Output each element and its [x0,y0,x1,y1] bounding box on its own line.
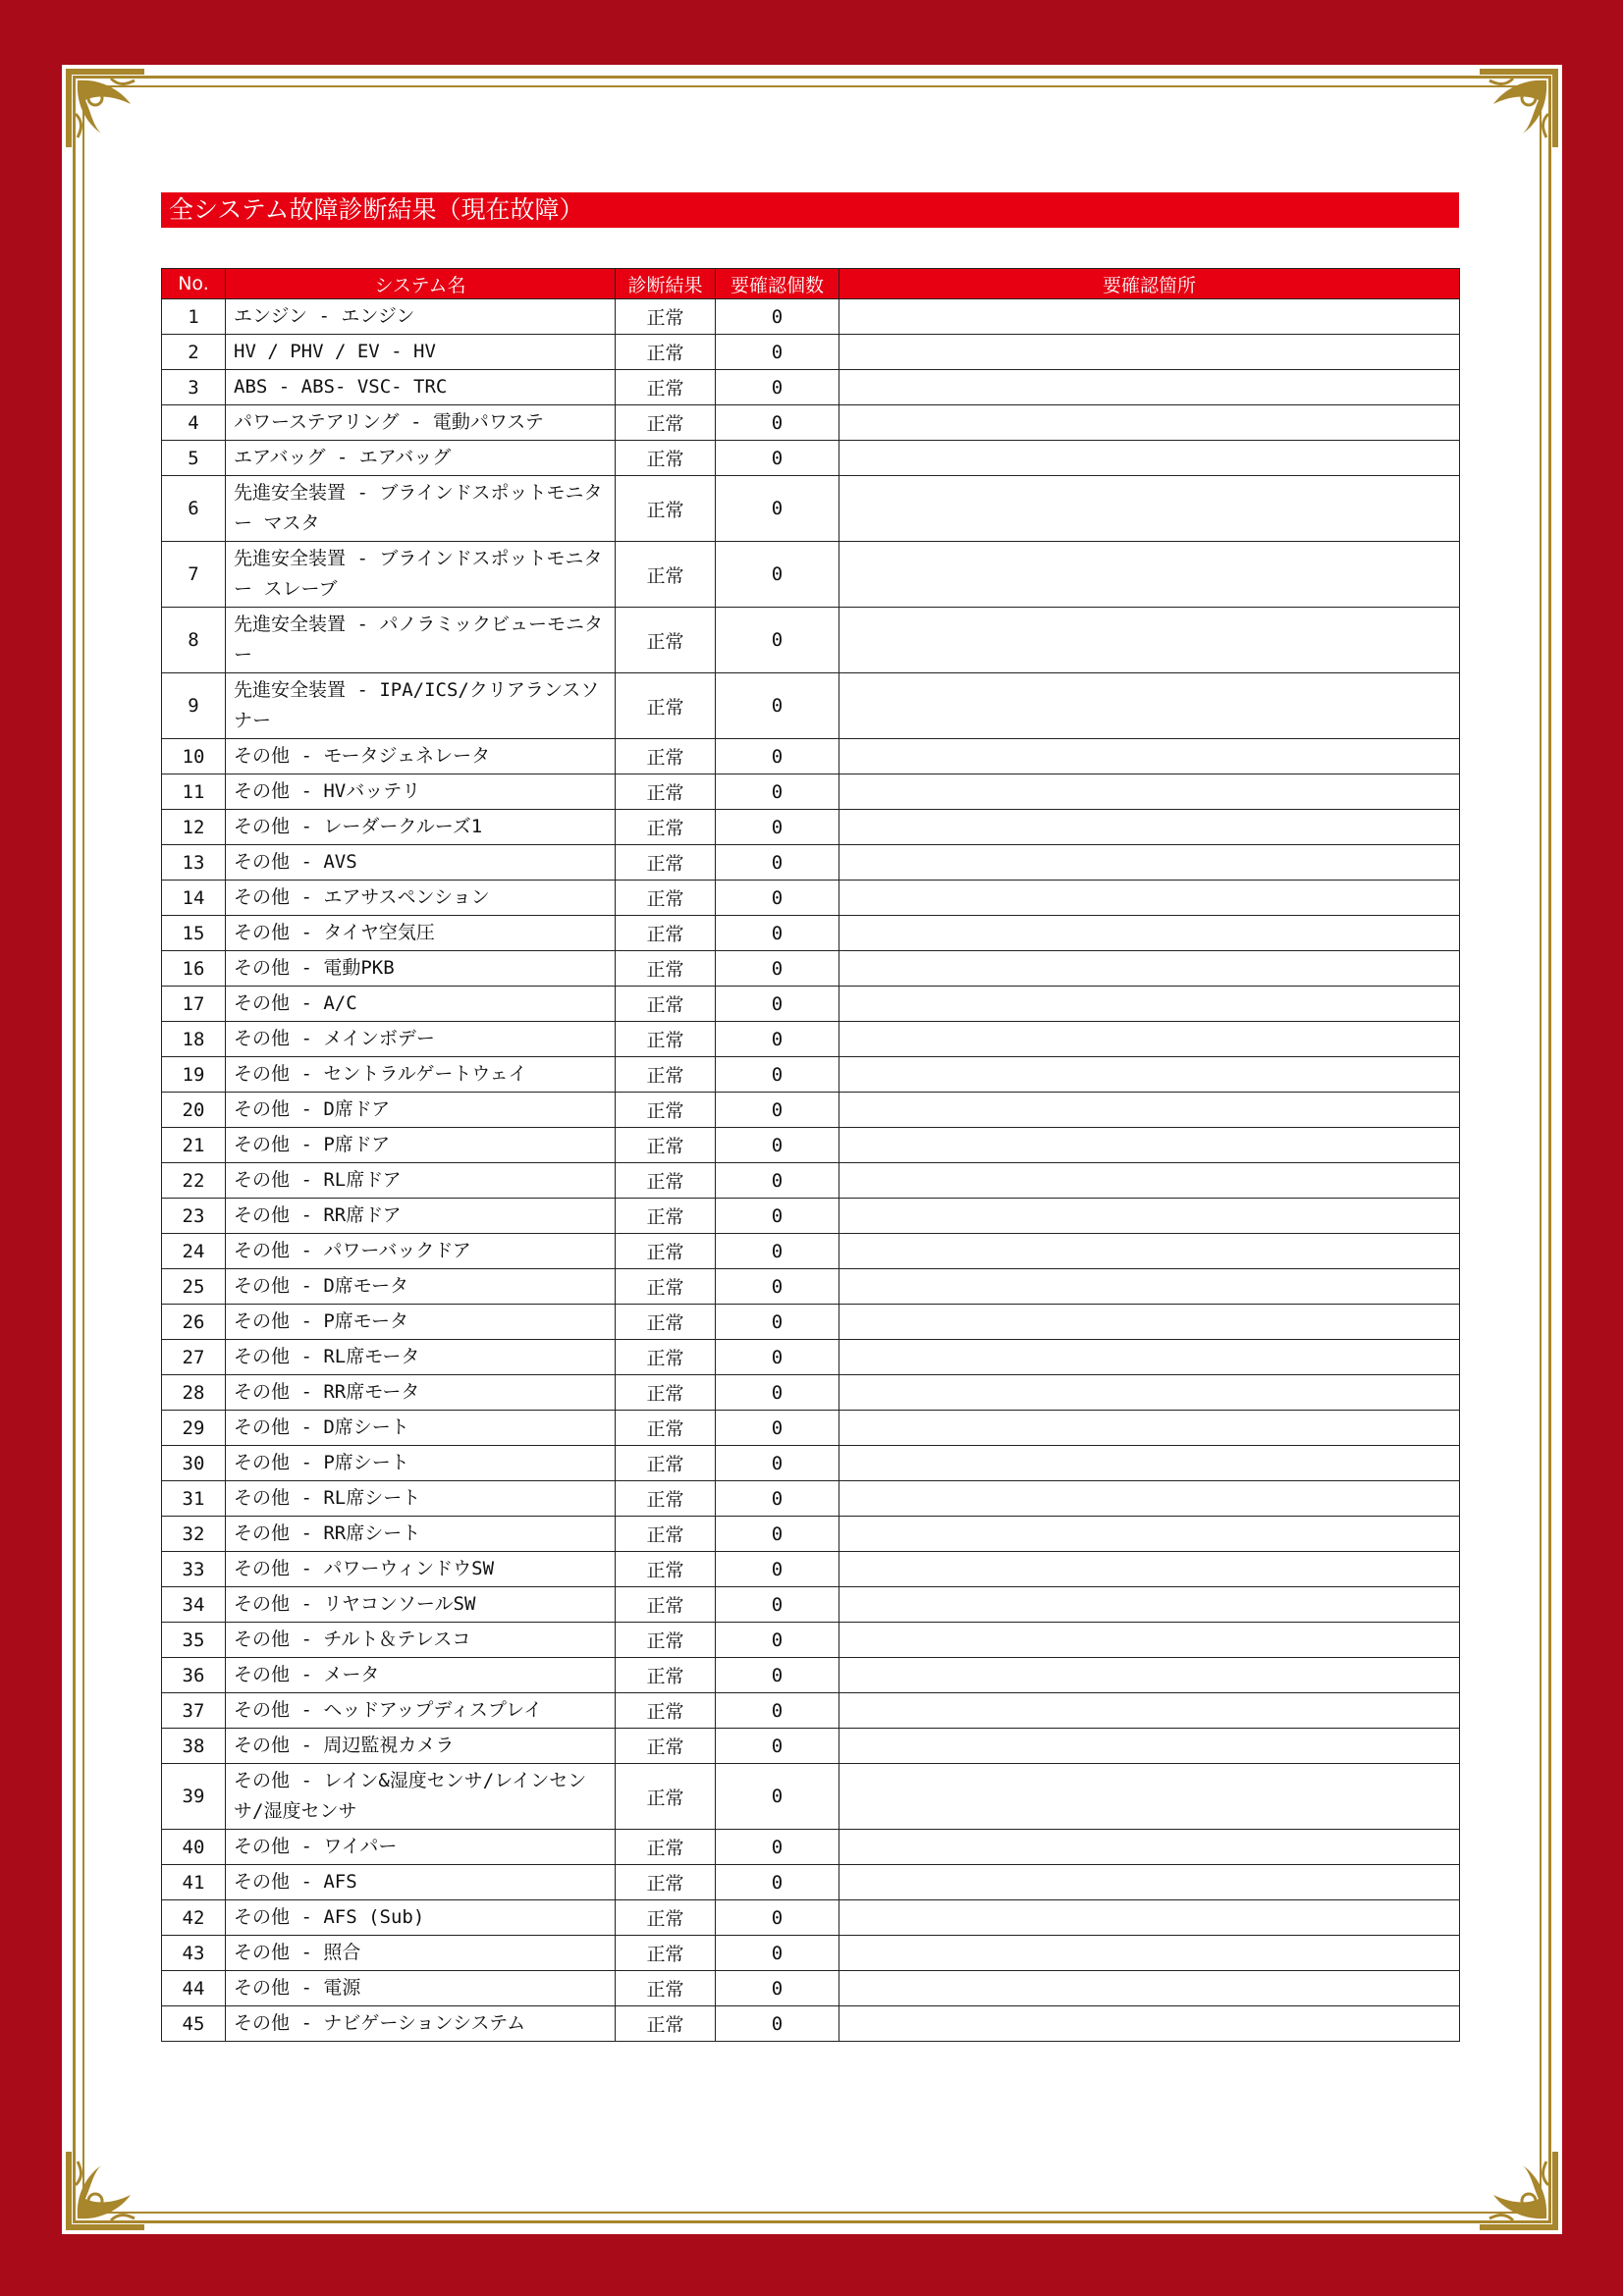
cell-check-location [839,1971,1460,2006]
table-row [162,1269,1460,1305]
cell-no: 15 [162,916,226,951]
cell-result: 正常 [616,1729,716,1764]
cell-check-location [839,1830,1460,1865]
cell-system-name: その他 - P席モータ [226,1305,616,1340]
table-row [162,673,1460,739]
cell-result: 正常 [616,608,716,673]
cell-check-count: 0 [716,1623,839,1658]
cell-check-count: 0 [716,1552,839,1587]
cell-check-location [839,1163,1460,1199]
table-row [162,951,1460,987]
cell-no: 23 [162,1199,226,1234]
cell-check-location [839,1865,1460,1900]
cell-result: 正常 [616,1552,716,1587]
cell-system-name: その他 - リヤコンソールSW [226,1587,616,1623]
cell-check-count: 0 [716,542,839,608]
table-row [162,1305,1460,1340]
cell-system-name: その他 - 周辺監視カメラ [226,1729,616,1764]
cell-check-location [839,1199,1460,1234]
table-row [162,916,1460,951]
cell-system-name: その他 - 電動PKB [226,951,616,987]
cell-check-count: 0 [716,2006,839,2042]
cell-result: 正常 [616,1446,716,1481]
table-row [162,1865,1460,1900]
table-row [162,1658,1460,1693]
cell-no: 14 [162,881,226,916]
header-check-location: 要確認箇所 [839,269,1460,299]
cell-no: 8 [162,608,226,673]
cell-check-count: 0 [716,1163,839,1199]
cell-check-location [839,1623,1460,1658]
cell-system-name: ABS - ABS- VSC- TRC [226,370,616,405]
cell-system-name: その他 - 電源 [226,1971,616,2006]
table-row [162,774,1460,810]
cell-check-location [839,335,1460,370]
cell-no: 38 [162,1729,226,1764]
cell-system-name: その他 - チルト＆テレスコ [226,1623,616,1658]
cell-check-location [839,1057,1460,1093]
cell-result: 正常 [616,1305,716,1340]
cell-check-count: 0 [716,1375,839,1411]
cell-system-name: その他 - D席モータ [226,1269,616,1305]
cell-no: 44 [162,1971,226,2006]
cell-check-location [839,881,1460,916]
cell-check-count: 0 [716,1900,839,1936]
table-row [162,299,1460,335]
cell-no: 7 [162,542,226,608]
cell-result: 正常 [616,1375,716,1411]
table-row [162,1764,1460,1830]
cell-system-name: その他 - モータジェネレータ [226,739,616,774]
cell-check-location [839,608,1460,673]
table-row [162,1729,1460,1764]
cell-system-name: HV / PHV / EV - HV [226,335,616,370]
cell-check-location [839,441,1460,476]
cell-check-location [839,476,1460,542]
cell-no: 10 [162,739,226,774]
cell-system-name: パワーステアリング - 電動パワステ [226,405,616,441]
cell-check-count: 0 [716,1269,839,1305]
cell-result: 正常 [616,1340,716,1375]
cell-check-location [839,1446,1460,1481]
cell-check-location [839,1900,1460,1936]
cell-system-name: その他 - ナビゲーションシステム [226,2006,616,2042]
cell-no: 2 [162,335,226,370]
report-title: 全システム故障診断結果（現在故障） [161,192,1459,228]
cell-result: 正常 [616,1865,716,1900]
cell-check-count: 0 [716,476,839,542]
cell-no: 27 [162,1340,226,1375]
cell-check-count: 0 [716,1128,839,1163]
cell-system-name: その他 - D席ドア [226,1093,616,1128]
cell-result: 正常 [616,441,716,476]
cell-result: 正常 [616,1411,716,1446]
cell-system-name: その他 - RL席モータ [226,1340,616,1375]
cell-check-count: 0 [716,739,839,774]
table-row [162,1163,1460,1199]
report-page [62,65,1562,2234]
table-row [162,1517,1460,1552]
cell-no: 3 [162,370,226,405]
cell-no: 26 [162,1305,226,1340]
cell-system-name: その他 - P席シート [226,1446,616,1481]
cell-no: 22 [162,1163,226,1199]
cell-system-name: その他 - RR席ドア [226,1199,616,1234]
table-row [162,542,1460,608]
cell-check-location [839,1340,1460,1375]
cell-check-location [839,1517,1460,1552]
table-row [162,476,1460,542]
cell-check-count: 0 [716,1234,839,1269]
table-row [162,405,1460,441]
header-result: 診断結果 [616,269,716,299]
diagnosis-table-container [161,268,1459,2042]
table-body [162,299,1460,2042]
cell-result: 正常 [616,299,716,335]
table-row [162,1587,1460,1623]
table-row [162,1375,1460,1411]
cell-no: 39 [162,1764,226,1830]
cell-system-name: エンジン - エンジン [226,299,616,335]
cell-no: 12 [162,810,226,845]
ornament-corner-icon [62,65,148,151]
cell-result: 正常 [616,1234,716,1269]
header-system-name: システム名 [226,269,616,299]
cell-check-location [839,542,1460,608]
cell-check-location [839,2006,1460,2042]
table-row [162,1234,1460,1269]
ornament-corner-icon [1476,2148,1562,2234]
cell-no: 42 [162,1900,226,1936]
cell-result: 正常 [616,845,716,881]
table-row [162,1693,1460,1729]
cell-system-name: その他 - パワーウィンドウSW [226,1552,616,1587]
cell-no: 11 [162,774,226,810]
cell-result: 正常 [616,1764,716,1830]
cell-check-location [839,987,1460,1022]
cell-no: 29 [162,1411,226,1446]
cell-check-count: 0 [716,810,839,845]
cell-result: 正常 [616,1517,716,1552]
cell-check-location [839,405,1460,441]
cell-check-location [839,1658,1460,1693]
cell-check-count: 0 [716,370,839,405]
cell-check-count: 0 [716,987,839,1022]
cell-check-count: 0 [716,1971,839,2006]
ornament-corner-icon [62,2148,148,2234]
cell-check-count: 0 [716,1340,839,1375]
cell-check-count: 0 [716,1093,839,1128]
cell-no: 5 [162,441,226,476]
cell-result: 正常 [616,2006,716,2042]
diagnosis-table [161,268,1460,2042]
cell-system-name: その他 - 照合 [226,1936,616,1971]
table-row [162,1199,1460,1234]
cell-no: 43 [162,1936,226,1971]
cell-check-count: 0 [716,1936,839,1971]
cell-result: 正常 [616,1093,716,1128]
cell-system-name: その他 - RR席モータ [226,1375,616,1411]
cell-system-name: その他 - ヘッドアップディスプレイ [226,1693,616,1729]
cell-result: 正常 [616,810,716,845]
cell-system-name: 先進安全装置 - パノラミックビューモニター [226,608,616,673]
cell-check-location [839,1552,1460,1587]
cell-result: 正常 [616,673,716,739]
table-row [162,1057,1460,1093]
cell-check-location [839,1764,1460,1830]
table-row [162,810,1460,845]
cell-check-count: 0 [716,1481,839,1517]
cell-system-name: その他 - AFS [226,1865,616,1900]
table-row [162,1830,1460,1865]
cell-no: 17 [162,987,226,1022]
cell-check-location [839,1481,1460,1517]
cell-check-count: 0 [716,1305,839,1340]
cell-check-location [839,1128,1460,1163]
cell-result: 正常 [616,1481,716,1517]
cell-no: 9 [162,673,226,739]
cell-no: 36 [162,1658,226,1693]
cell-check-count: 0 [716,335,839,370]
cell-check-location [839,673,1460,739]
cell-no: 28 [162,1375,226,1411]
cell-check-location [839,1693,1460,1729]
cell-check-count: 0 [716,1729,839,1764]
cell-no: 19 [162,1057,226,1093]
cell-system-name: その他 - AFS (Sub) [226,1900,616,1936]
cell-check-location [839,1234,1460,1269]
table-row [162,370,1460,405]
table-row [162,1128,1460,1163]
cell-check-count: 0 [716,1830,839,1865]
table-row [162,1900,1460,1936]
table-row [162,1340,1460,1375]
cell-check-count: 0 [716,673,839,739]
table-row [162,335,1460,370]
cell-check-location [839,1411,1460,1446]
cell-system-name: その他 - メータ [226,1658,616,1693]
cell-system-name: その他 - HVバッテリ [226,774,616,810]
cell-check-location [839,951,1460,987]
cell-result: 正常 [616,335,716,370]
cell-no: 6 [162,476,226,542]
cell-system-name: その他 - P席ドア [226,1128,616,1163]
cell-check-count: 0 [716,1057,839,1093]
cell-check-location [839,1729,1460,1764]
table-row [162,1022,1460,1057]
cell-check-count: 0 [716,951,839,987]
header-check-count: 要確認個数 [716,269,839,299]
cell-result: 正常 [616,1830,716,1865]
cell-check-location [839,1587,1460,1623]
cell-check-count: 0 [716,1764,839,1830]
cell-check-count: 0 [716,1658,839,1693]
cell-no: 35 [162,1623,226,1658]
cell-result: 正常 [616,916,716,951]
header-no: No. [162,269,226,299]
table-row [162,1446,1460,1481]
table-row [162,1936,1460,1971]
table-row [162,2006,1460,2042]
cell-check-count: 0 [716,1199,839,1234]
cell-check-count: 0 [716,916,839,951]
cell-check-location [839,1936,1460,1971]
table-row [162,1971,1460,2006]
cell-check-count: 0 [716,1587,839,1623]
cell-system-name: 先進安全装置 - IPA/ICS/クリアランスソナー [226,673,616,739]
cell-check-count: 0 [716,1693,839,1729]
cell-no: 41 [162,1865,226,1900]
cell-system-name: その他 - ワイパー [226,1830,616,1865]
cell-check-location [839,845,1460,881]
cell-no: 13 [162,845,226,881]
cell-no: 25 [162,1269,226,1305]
cell-no: 30 [162,1446,226,1481]
cell-check-count: 0 [716,1517,839,1552]
cell-check-location [839,739,1460,774]
cell-check-location [839,1305,1460,1340]
cell-result: 正常 [616,1199,716,1234]
cell-system-name: その他 - パワーバックドア [226,1234,616,1269]
cell-no: 16 [162,951,226,987]
cell-check-count: 0 [716,299,839,335]
cell-no: 4 [162,405,226,441]
table-row [162,1411,1460,1446]
cell-no: 33 [162,1552,226,1587]
cell-result: 正常 [616,1269,716,1305]
cell-result: 正常 [616,1587,716,1623]
cell-check-location [839,370,1460,405]
table-row [162,1623,1460,1658]
cell-system-name: その他 - RL席ドア [226,1163,616,1199]
cell-no: 20 [162,1093,226,1128]
cell-system-name: その他 - A/C [226,987,616,1022]
cell-no: 45 [162,2006,226,2042]
cell-result: 正常 [616,1623,716,1658]
cell-system-name: その他 - RL席シート [226,1481,616,1517]
cell-check-location [839,1093,1460,1128]
table-row [162,1093,1460,1128]
cell-check-location [839,810,1460,845]
cell-check-count: 0 [716,774,839,810]
cell-system-name: 先進安全装置 - ブラインドスポットモニター スレーブ [226,542,616,608]
cell-result: 正常 [616,1057,716,1093]
table-row [162,1552,1460,1587]
cell-system-name: その他 - AVS [226,845,616,881]
table-row [162,881,1460,916]
cell-check-location [839,1269,1460,1305]
cell-no: 18 [162,1022,226,1057]
ornament-corner-icon [1476,65,1562,151]
cell-check-location [839,299,1460,335]
cell-check-count: 0 [716,608,839,673]
cell-system-name: その他 - RR席シート [226,1517,616,1552]
table-header-row [162,269,1460,299]
cell-result: 正常 [616,405,716,441]
cell-system-name: その他 - メインボデー [226,1022,616,1057]
cell-system-name: その他 - セントラルゲートウェイ [226,1057,616,1093]
cell-system-name: その他 - エアサスペンション [226,881,616,916]
cell-no: 32 [162,1517,226,1552]
cell-check-count: 0 [716,1022,839,1057]
cell-result: 正常 [616,987,716,1022]
cell-check-count: 0 [716,1411,839,1446]
cell-check-count: 0 [716,441,839,476]
cell-check-location [839,916,1460,951]
cell-result: 正常 [616,542,716,608]
cell-result: 正常 [616,1693,716,1729]
cell-check-count: 0 [716,845,839,881]
table-row [162,441,1460,476]
cell-system-name: その他 - タイヤ空気圧 [226,916,616,951]
table-row [162,845,1460,881]
cell-no: 40 [162,1830,226,1865]
cell-check-location [839,774,1460,810]
cell-system-name: その他 - D席シート [226,1411,616,1446]
cell-check-location [839,1375,1460,1411]
cell-no: 34 [162,1587,226,1623]
cell-result: 正常 [616,774,716,810]
cell-no: 24 [162,1234,226,1269]
cell-no: 31 [162,1481,226,1517]
cell-result: 正常 [616,951,716,987]
cell-result: 正常 [616,370,716,405]
cell-result: 正常 [616,1900,716,1936]
cell-check-count: 0 [716,405,839,441]
cell-no: 1 [162,299,226,335]
table-row [162,608,1460,673]
cell-result: 正常 [616,1658,716,1693]
table-row [162,739,1460,774]
cell-system-name: エアバッグ - エアバッグ [226,441,616,476]
cell-check-count: 0 [716,1865,839,1900]
cell-system-name: 先進安全装置 - ブラインドスポットモニター マスタ [226,476,616,542]
cell-result: 正常 [616,1022,716,1057]
table-row [162,1481,1460,1517]
cell-check-count: 0 [716,881,839,916]
cell-check-location [839,1022,1460,1057]
cell-result: 正常 [616,739,716,774]
cell-no: 37 [162,1693,226,1729]
cell-system-name: その他 - レイン&湿度センサ/レインセンサ/湿度センサ [226,1764,616,1830]
table-row [162,987,1460,1022]
cell-result: 正常 [616,1163,716,1199]
cell-result: 正常 [616,881,716,916]
cell-result: 正常 [616,1936,716,1971]
cell-no: 21 [162,1128,226,1163]
cell-result: 正常 [616,1128,716,1163]
cell-check-count: 0 [716,1446,839,1481]
cell-result: 正常 [616,476,716,542]
cell-system-name: その他 - レーダークルーズ1 [226,810,616,845]
cell-result: 正常 [616,1971,716,2006]
